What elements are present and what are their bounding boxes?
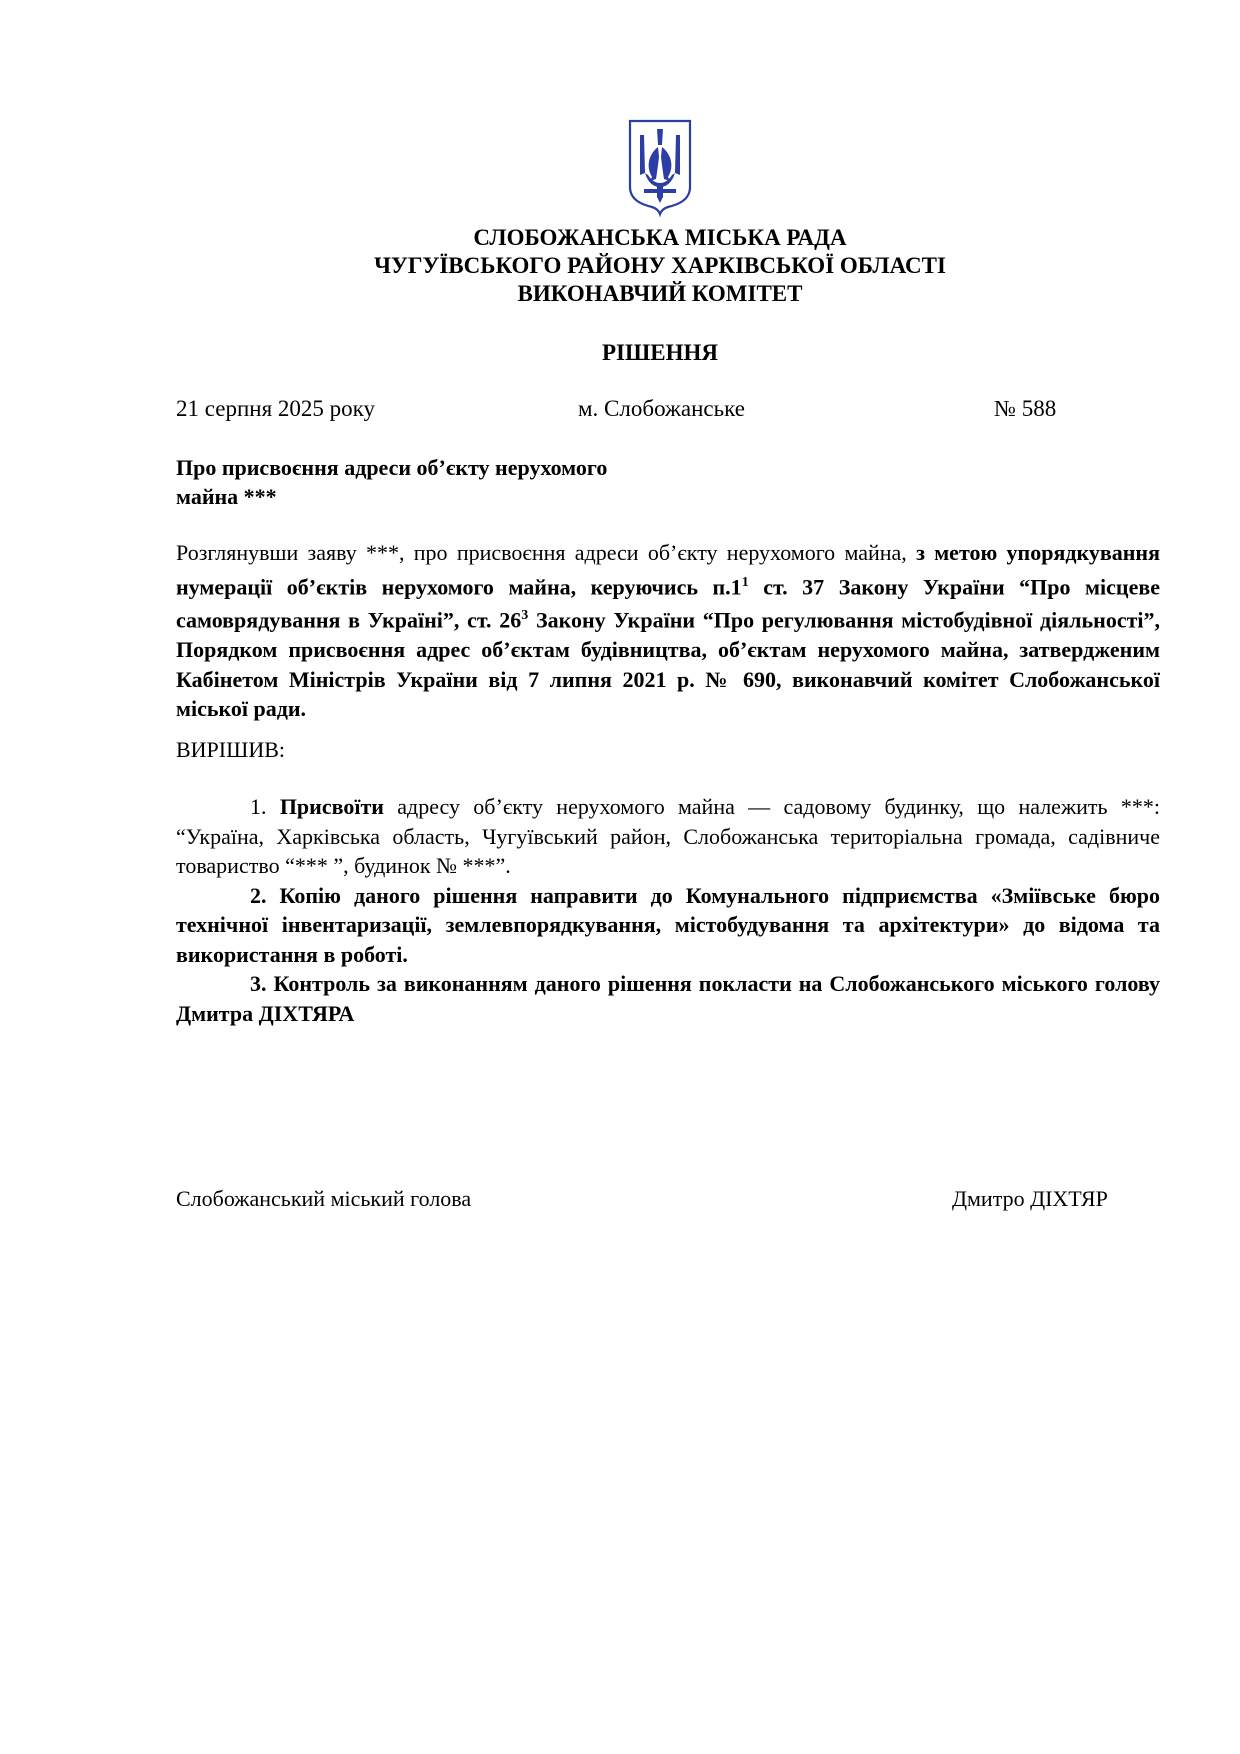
preamble-part-4: Закону України “Про регулювання містобудівної діяльності”, Порядком присвоєння адрес об’єктам будівництва, об’єктам нерухомого майна, затвердженим Кабінетом Міністрів України від 7 липня 2021 р. № 690, виконавчий комітет Слобожанської міської ради. [176,607,1161,722]
item-2-text: 2. Копію даного рішення направити до Комунального підприємства «Зміївське бюро технічної інвентаризації, землевпорядкування, містобудування та архітектури» до відома та використання в роботі. [176,882,1160,967]
item-3-text: 3. Контроль за виконанням даного рішення покласти на Слобожанського міського голову Дмитра ДІХТЯРА [176,971,1160,1026]
header-line-committee: ВИКОНАВЧИЙ КОМІТЕТ [517,281,803,306]
signatory-title: Слобожанський міський голова [176,1186,472,1211]
item-1-number: 1. [250,794,280,819]
institution-header [160,224,1160,308]
item-1-text: адресу об’єкту нерухомого майна — садовому будинку, що належить ***: “Україна, Харківська область, Чугуївський район, Слобожанська територіальна громада, садівниче товариство “*** ”, будинок № ***”. [176,794,1160,878]
preamble-paragraph [176,538,1160,724]
decision-items [176,792,1160,1028]
preamble-part-2: з метою упорядкування нумерації об’єктів нерухомого майна, керуючись п.1 [176,540,1160,599]
decided-label: ВИРІШИВ: [176,737,285,762]
decision-item-2 [176,881,1160,970]
header-line-council: СЛОБОЖАНСЬКА МІСЬКА РАДА [473,225,847,250]
document-date: 21 серпня 2025 року [176,396,375,421]
header-line-region: ЧУГУЇВСЬКОГО РАЙОНУ ХАРКІВСЬКОЇ ОБЛАСТІ [374,253,946,278]
document-type-title: РІШЕННЯ [602,340,718,365]
document-city: м. Слобожанське [578,396,745,421]
decision-item-1 [176,792,1160,881]
preamble-superscript-1: 1 [741,574,749,590]
coat-of-arms-icon [626,117,694,217]
preamble-part-3: ст. 37 Закону України “Про місцеве самоврядування в Україні”, ст. 26 [176,573,1160,633]
subject-line-1: Про присвоєння адреси об’єкту нерухомого [176,455,608,480]
preamble-superscript-2: 3 [521,608,529,624]
preamble-part-1: Розглянувши заяву ***, про присвоєння адреси об’єкту нерухомого майна, [176,540,917,565]
signatory-name: Дмитро ДІХТЯР [952,1186,1108,1211]
document-number: № 588 [994,396,1057,421]
subject-line-2: майна *** [176,484,277,509]
item-1-verb: Присвоїти [279,794,384,819]
decision-subject [176,453,696,511]
decision-item-3 [176,969,1160,1028]
